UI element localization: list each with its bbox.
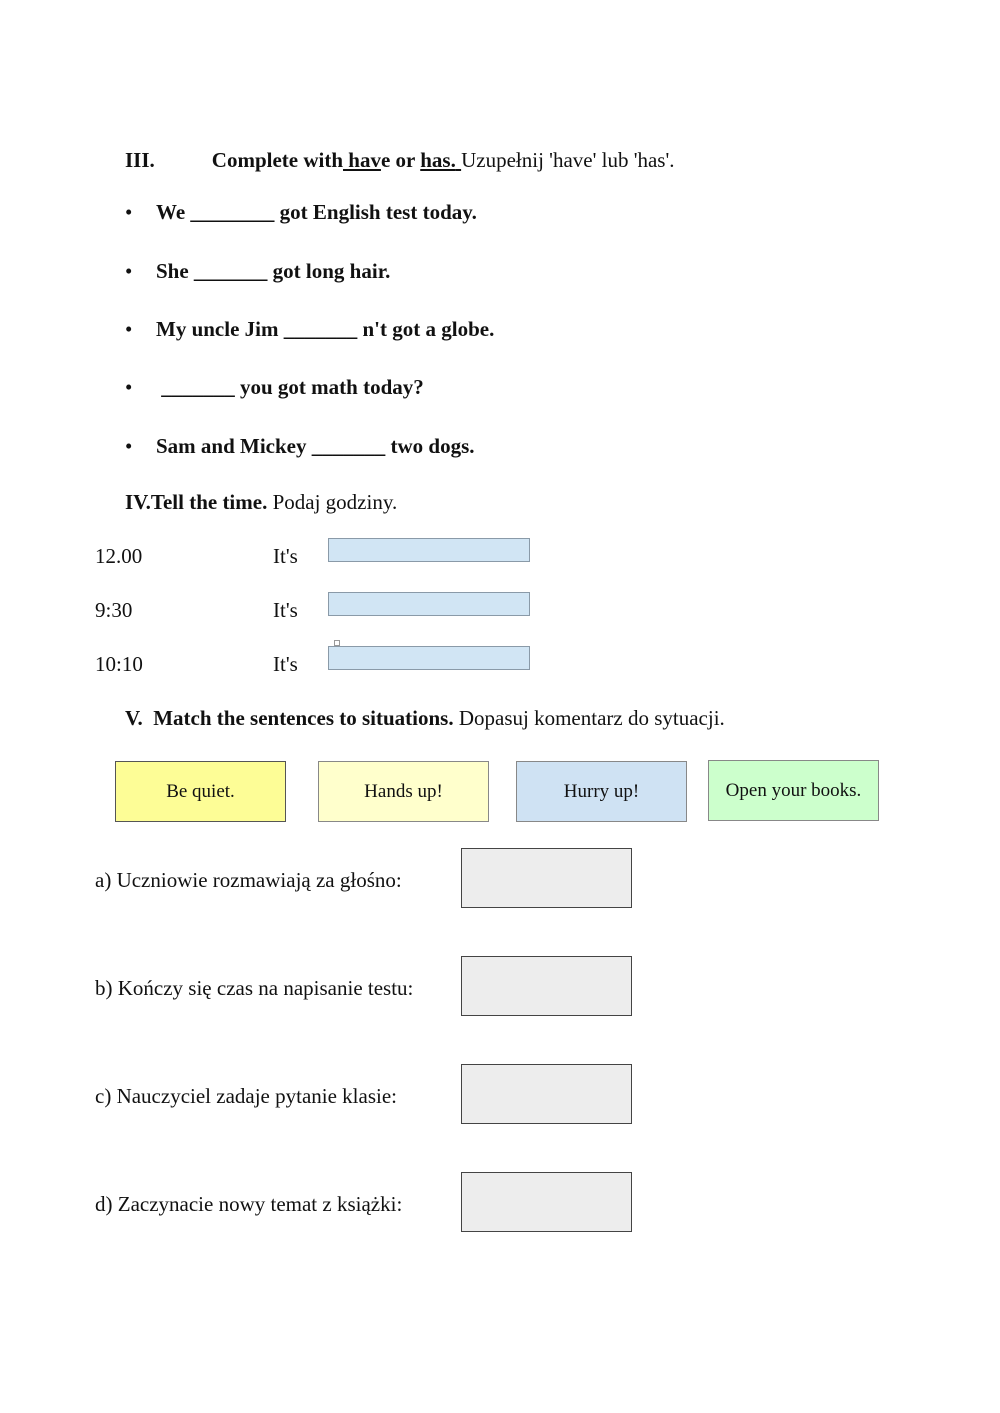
- drop-zone-b[interactable]: [461, 956, 632, 1016]
- its-label: It's: [273, 598, 298, 622]
- section-5-title-polish: Dopasuj komentarz do sytuacji.: [453, 706, 725, 730]
- time-label: 12.00: [95, 544, 143, 568]
- its-label: It's: [273, 652, 298, 676]
- section-5-title: V. Match the sentences to situations.: [125, 706, 454, 730]
- sentence-text: My uncle Jim _______ n't got a globe.: [156, 317, 495, 341]
- answer-card-hurry-up[interactable]: Hurry up!: [516, 761, 687, 822]
- situation-label: c) Nauczyciel zadaje pytanie klasie:: [95, 1084, 397, 1108]
- list-item: • Sam and Mickey _______ two dogs.: [125, 434, 475, 458]
- answer-card-hands-up[interactable]: Hands up!: [318, 761, 489, 822]
- situation-label: a) Uczniowie rozmawiają za głośno:: [95, 868, 402, 892]
- section-4-title: IV.Tell the time.: [125, 490, 268, 514]
- list-item: • _______ you got math today?: [125, 375, 424, 399]
- word-have-rest: e: [380, 148, 391, 172]
- answer-card-open-your-books[interactable]: Open your books.: [708, 760, 879, 821]
- word-have-underlined: hav: [343, 148, 381, 172]
- section-3-heading: [125, 148, 675, 173]
- section-3-number: III.: [125, 148, 155, 172]
- section-3-instruction: Complete with: [211, 148, 344, 172]
- time-label: 10:10: [95, 652, 143, 676]
- list-item: • We ________ got English test today.: [125, 200, 477, 224]
- situation-label: b) Kończy się czas na napisanie testu:: [95, 976, 414, 1000]
- list-item: • My uncle Jim _______ n't got a globe.: [125, 317, 495, 341]
- section-4-title-polish: Podaj godziny.: [267, 490, 398, 514]
- drop-zone-c[interactable]: [461, 1064, 632, 1124]
- resize-handle[interactable]: [334, 640, 340, 646]
- time-answer-input[interactable]: [328, 646, 530, 670]
- word-has: has.: [420, 148, 456, 172]
- time-label: 9:30: [95, 598, 133, 622]
- sentence-text: She _______ got long hair.: [156, 259, 391, 283]
- section-3-instruction-polish: Uzupełnij 'have' lub 'has'.: [461, 148, 675, 172]
- time-answer-input[interactable]: [328, 538, 530, 562]
- sentence-text: We ________ got English test today.: [156, 200, 477, 224]
- drop-zone-d[interactable]: [461, 1172, 632, 1232]
- list-item: • She _______ got long hair.: [125, 259, 391, 283]
- its-label: It's: [273, 544, 298, 568]
- sentence-text: _______ you got math today?: [156, 375, 424, 399]
- drop-zone-a[interactable]: [461, 848, 632, 908]
- word-or: or: [390, 148, 421, 172]
- section-4-heading: [125, 490, 397, 515]
- section-5-heading: [125, 706, 725, 731]
- sentence-text: Sam and Mickey _______ two dogs.: [156, 434, 475, 458]
- situation-label: d) Zaczynacie nowy temat z książki:: [95, 1192, 403, 1216]
- answer-card-be-quiet[interactable]: Be quiet.: [115, 761, 286, 822]
- time-answer-input[interactable]: [328, 592, 530, 616]
